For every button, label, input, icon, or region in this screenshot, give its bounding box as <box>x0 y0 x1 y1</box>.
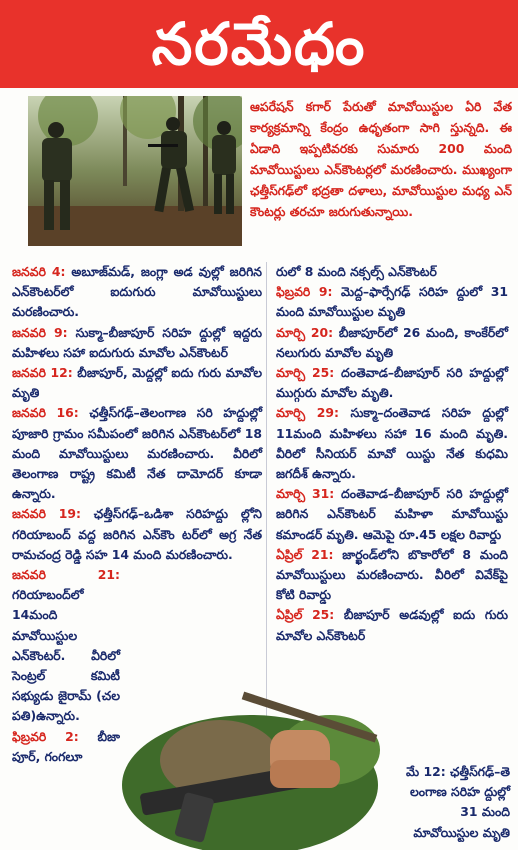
entry-date: ఫిబ్రవరి 2: <box>12 728 79 744</box>
entry-date: మార్చి 20: <box>276 324 334 340</box>
entry-text: రులో 8 మంది నక్సల్స్ ఎన్‌కౌంటర్ <box>276 264 437 279</box>
timeline-entry <box>12 727 120 767</box>
entry-text: మెద్ద–ఫార్సేగఢ్ సరిహ ద్దులో 31 మంది మావోయిస్టుల మృతి <box>276 284 509 320</box>
timeline-entry <box>276 323 508 363</box>
timeline-entry <box>276 363 508 403</box>
entry-date: మార్చి 29: <box>276 405 339 421</box>
entry-text: బీజాపూర్, మెద్దల్లో ఐదు గురు మావోల మృతి <box>12 365 262 401</box>
entry-text: దంతెవాడ–బీజాపూర్ సరి హద్దుల్లో జరిగిన ఎన్‌కౌంటర్ మహిళా మావోయిస్టు కమాండర్ మృతి. ఆమెపై రూ.45 లక్షల రివార్డు <box>276 486 508 542</box>
timeline-entry <box>12 262 262 323</box>
entry-text: జార్ఖండ్‌లోని బొకారోలో 8 మంది మావోయిస్టులు మరణించారు. వీరిలో వివేక్‌పై కోటి రివార్డు <box>276 546 508 603</box>
timeline-entry <box>12 323 262 363</box>
headline: నరమేధం <box>151 10 367 78</box>
entry-text: బీజాపూర్ అడవుల్లో ఐదు గురు మావోల ఎన్‌కౌంటర్ <box>276 607 508 643</box>
headline-banner <box>0 0 518 88</box>
timeline-entry <box>276 545 508 606</box>
entry-text: దంతెవాడ–బీజాపూర్ సరి హద్దుల్లో ముగ్గురు మావోల మృతి. <box>276 365 508 401</box>
entry-text: అబూజ్‌మడ్, జంగ్లా అడ వుల్లో జరిగిన ఎన్‌కౌంటర్‌లో ఐదుగురు మావోయిస్టులు మరణించారు. <box>12 264 262 320</box>
entry-date: జనవరి 16: <box>12 405 79 421</box>
timeline-entry <box>276 282 508 322</box>
entry-text: బీజా పూర్, గంగలూ <box>12 728 121 764</box>
timeline-entry <box>276 484 508 545</box>
entry-text: ఛత్తీస్‌గఢ్–తెలంగాణ సరి హద్దుల్లో పూజారి గ్రామం సమీపంలో జరిగిన ఎన్‌కౌంటర్‌లో 18 మంది మావోయిస్టులు మరణించారు. వీరిలో తెలంగాణ రాష్ట్ర కమిటీ నేత దామోదర్ కూడా ఉన్నారు. <box>12 405 262 502</box>
entry-text: సుక్మా–బీజాపూర్ సరిహ ద్దుల్లో ఇద్దరు మహిళలు సహా ఐదుగురు మావోల ఎన్‌కౌంటర్ <box>12 324 262 360</box>
entry-date: ఏప్రిల్ 25: <box>276 607 335 623</box>
entry-date: జనవరి 4: <box>12 264 66 279</box>
timeline-right-column <box>276 262 508 646</box>
entry-date: ఏప్రిల్ 21: <box>276 546 334 562</box>
entry-date: మార్చి 31: <box>276 486 335 502</box>
timeline-entry <box>276 605 508 645</box>
entry-date: జనవరి 21: <box>12 567 120 583</box>
photo-soldiers <box>28 96 242 246</box>
entry-text: సుక్మా–దంతెవాడ సరిహ ద్దుల్లో 11మంది మహిళలు సహా 16 మంది మృతి. వీరిలో సీనియర్ మావో యిస్టు నేత కుధమి జగదీశ్ ఉన్నారు. <box>276 405 509 482</box>
timeline-entry <box>276 262 508 282</box>
entry-date: ఫిబ్రవరి 9: <box>276 284 333 300</box>
timeline-entry <box>12 403 262 504</box>
timeline-entry <box>12 504 262 565</box>
entry-date: మార్చి 25: <box>276 365 335 381</box>
entry-date: జనవరి 12: <box>12 365 73 381</box>
intro-paragraph: ఆపరేషన్ కగార్ పేరుతో మావోయిస్టుల ఏరి వేత కార్యక్రమాన్ని కేంద్రం ఉధృతంగా సాగి స్తున్నది. ఈ ఏడాది ఇప్పటివరకు సుమారు 200 మంది మావోయిస్టులు ఎన్‌కౌంటర్లలో మరణించారు. ముఖ్యంగా ఛత్తీస్‌గఢ్‌లో భద్రతా దళాలు, మావోయిస్టుల మధ్య ఎన్ కౌంటర్లు తరచూ జరుగుతున్నాయి. <box>250 99 512 219</box>
entry-date: జనవరి 19: <box>12 506 81 522</box>
entry-date: జనవరి 9: <box>12 324 68 340</box>
photo-rifle <box>120 690 380 850</box>
timeline-entry <box>12 363 262 403</box>
entry-text: బీజాపూర్‌లో 26 మంది, కాంకేర్‌లో నలుగురు మావోల మృతి <box>276 324 508 360</box>
entry-text: ఛత్తీస్‌గఢ్–ఒడిశా సరిహద్దు ల్లోని గరియాబంద్ వద్ద జరిగిన ఎన్‌కౌం టర్‌లో అగ్ర నేత రామచంద్ర రెడ్డి సహ 14 మంది మరణించారు. <box>12 506 262 562</box>
timeline-entry-may-12: మే 12: ఛత్తీస్‌గఢ్–తె లంగాణ సరిహ ద్దుల్లో 31 మంది మావోయిస్టుల మృతి <box>406 764 510 840</box>
timeline-entry <box>276 403 508 484</box>
timeline-entry <box>12 565 120 727</box>
entry-text: గరియాబంద్‌లో 14మంది మావోయిస్టుల ఎన్‌కౌంటర్. వీరిలో సెంట్రల్ కమిటీ సభ్యుడు జైరామ్ (చల పతి)ఉన్నారు. <box>12 587 120 724</box>
